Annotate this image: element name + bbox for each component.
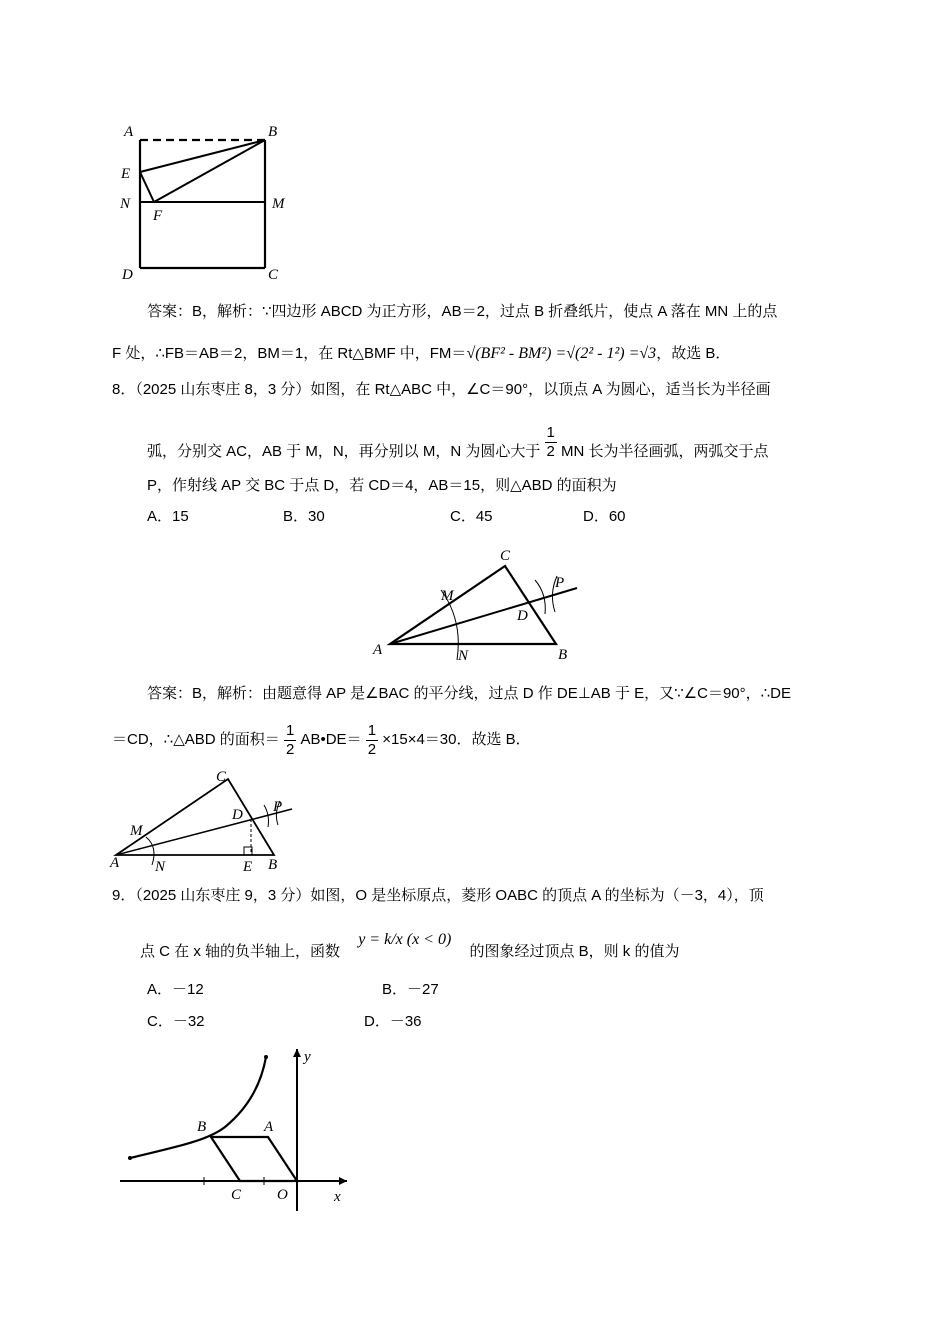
answer-7-line1: 答案：B，解析：∵四边形 ABCD 为正方形，AB＝2，过点 B 折叠纸片，使点 A 落在 MN 上的点 (147, 303, 778, 320)
label-M: M (272, 196, 285, 212)
question-9-line2 (140, 926, 679, 966)
label-B: B (558, 647, 568, 663)
question-8-line2 (147, 423, 769, 472)
label-A: A (373, 642, 383, 658)
question-8-text-post: MN 长为半径画弧，两弧交于点 (561, 443, 769, 460)
label-M: M (130, 823, 143, 839)
label-C: C (231, 1187, 242, 1203)
label-N: N (120, 196, 131, 212)
fraction-half-1: $\frac{1}{2}$ (285, 721, 295, 758)
answer-7-line2 (112, 344, 730, 364)
fraction-half-2: $\frac{1}{2}$ (367, 721, 377, 758)
label-D: D (232, 807, 243, 823)
label-P: P (273, 799, 283, 815)
question-9-option-b: B．－27 (382, 981, 439, 998)
answer-7-text-pre: F 处，∴FB＝AB＝2，BM＝1，在 Rt△BMF 中，FM＝ (112, 345, 467, 362)
label-M: M (441, 588, 454, 604)
label-F: F (153, 208, 163, 224)
label-B: B (268, 857, 278, 873)
label-N: N (458, 648, 469, 664)
label-C: C (216, 769, 227, 785)
label-E: E (243, 859, 253, 875)
label-A: A (124, 124, 134, 140)
label-B: B (197, 1119, 207, 1135)
question-8-text-pre: 弧，分别交 AC，AB 于 M，N，再分别以 M，N 为圆心大于 (147, 443, 541, 460)
question-9-line1: 9．（2025 山东枣庄 9，3 分）如图，O 是坐标原点，菱形 OABC 的顶点 A 的坐标为（－3，4），顶 (112, 887, 764, 904)
fraction-half: $\frac{1}{2}$ (546, 423, 555, 460)
label-y: y (304, 1049, 311, 1065)
label-N: N (155, 859, 166, 875)
figure-triangle-bisector (365, 540, 595, 670)
question-8-option-c: C．45 (450, 508, 493, 525)
label-A: A (110, 855, 120, 871)
answer-8-text-b: AB•DE＝ (300, 731, 362, 748)
label-A: A (264, 1119, 274, 1135)
figure-square-fold (110, 118, 300, 288)
figure-triangle-perpendicular (108, 765, 308, 875)
label-D: D (517, 608, 528, 624)
question-9-option-c: C．－32 (147, 1013, 205, 1030)
question-8-option-b: B．30 (283, 508, 325, 525)
answer-8-text-a: ＝CD，∴△ABD 的面积＝ (112, 731, 280, 748)
function-formula: y = k/x (x < 0) (358, 931, 452, 948)
answer-7-text-post: ，故选 B． (656, 345, 731, 362)
label-E: E (121, 166, 131, 182)
answer-7-formula: √(BF² - BM²) =√(2² - 1²) =√3 (466, 345, 657, 362)
label-P: P (555, 575, 565, 591)
answer-8-line1: 答案：B，解析：由题意得 AP 是∠BAC 的平分线，过点 D 作 DE⊥AB 于 E，又∵∠C＝90°，∴DE (147, 685, 792, 702)
answer-8-text-c: ×15×4＝30．故选 B． (382, 731, 531, 748)
label-C: C (268, 267, 279, 283)
question-9-text-post: 的图象经过顶点 B，则 k 的值为 (469, 943, 680, 960)
label-C: C (500, 548, 511, 564)
question-8-line1: 8．（2025 山东枣庄 8，3 分）如图，在 Rt△ABC 中，∠C＝90°，以顶点 A 为圆心，适当长为半径画 (112, 381, 771, 398)
label-O: O (277, 1187, 288, 1203)
question-8-line3: P，作射线 AP 交 BC 于点 D，若 CD＝4，AB＝15，则△ABD 的面积为 (147, 477, 617, 494)
question-9-option-d: D．－36 (364, 1013, 422, 1030)
question-8-option-d: D．60 (583, 508, 626, 525)
question-8-option-a: A．15 (147, 508, 189, 525)
figure-coordinate-rhombus (115, 1045, 355, 1215)
label-D: D (122, 267, 133, 283)
label-x: x (334, 1189, 341, 1205)
answer-8-line2 (112, 720, 531, 760)
question-9-option-a: A．－12 (147, 981, 204, 998)
question-9-text-pre: 点 C 在 x 轴的负半轴上，函数 (140, 943, 341, 960)
label-B: B (268, 124, 278, 140)
